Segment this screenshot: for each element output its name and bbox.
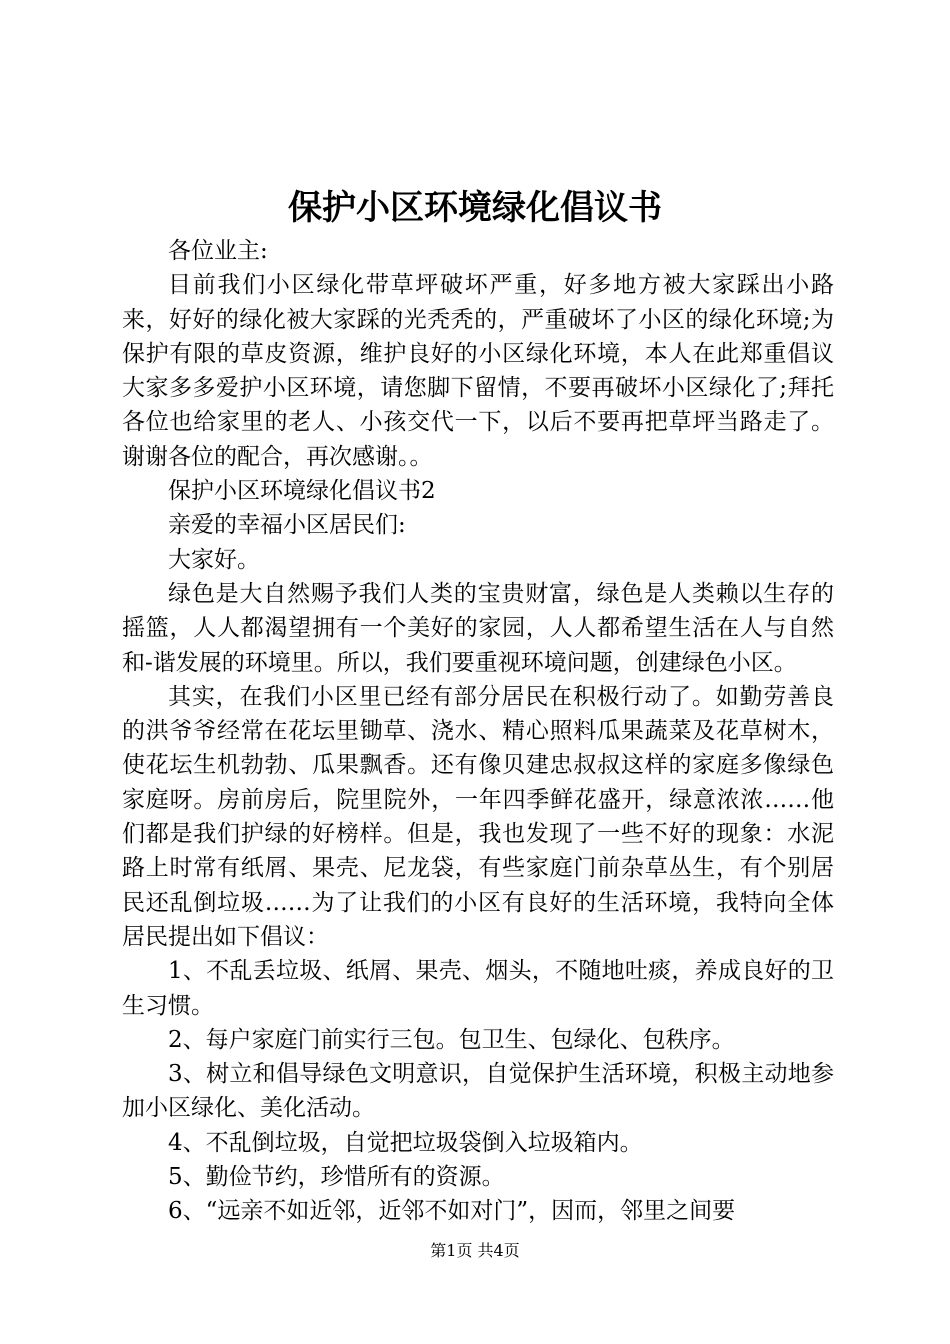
list-item: 3、树立和倡导绿色文明意识，自觉保护生活环境，积极主动地参加小区绿化、美化活动。 (122, 1061, 834, 1122)
list-item: 4、不乱倒垃圾，自觉把垃圾袋倒入垃圾箱内。 (168, 1129, 643, 1156)
document-title: 保护小区环境绿化倡议书 (288, 188, 662, 228)
greeting: 大家好。 (168, 546, 260, 573)
section-heading: 保护小区环境绿化倡议书2 (168, 478, 436, 505)
paragraph: 目前我们小区绿化带草坪破坏严重，好多地方被大家踩出小路来，好好的绿化被大家踩的光秃秃的，严重破坏了小区的绿化环境;为保护有限的草皮资源，维护良好的小区绿化环境，本人在此郑重倡议大家多多爱护小区环境，请您脚下留情，不要再破坏小区绿化了;拜托各位也给家里的老人、小孩交代一下，以后不要再把草坪当路走了。谢谢各位的配合，再次感谢。。 (122, 272, 834, 470)
salutation: 各位业主: (168, 238, 268, 264)
list-item: 2、每户家庭门前实行三包。包卫生、包绿化、包秩序。 (168, 1026, 735, 1053)
paragraph: 绿色是大自然赐予我们人类的宝贵财富，绿色是人类赖以生存的摇篮，人人都渴望拥有一个美好的家园，人人都希望生活在人与自然和-谐发展的环境里。所以，我们要重视环境问题，创建绿色小区。 (122, 580, 834, 676)
page-footer: 第1页 共4页 (430, 1241, 520, 1260)
salutation: 亲爱的幸福小区居民们: (168, 512, 406, 539)
list-item: 1、不乱丢垃圾、纸屑、果壳、烟头，不随地吐痰，养成良好的卫生习惯。 (122, 958, 834, 1019)
paragraph: 其实，在我们小区里已经有部分居民在积极行动了。如勤劳善良的洪爷爷经常在花坛里锄草、浇水、精心照料瓜果蔬菜及花草树木，使花坛生机勃勃、瓜果飘香。还有像贝建忠叔叔这样的家庭多像绿色家庭呀。房前房后，院里院外，一年四季鲜花盛开，绿意浓浓……他们都是我们护绿的好榜样。但是，我也发现了一些不好的现象：水泥路上时常有纸屑、果壳、尼龙袋，有些家庭门前杂草丛生，有个别居民还乱倒垃圾……为了让我们的小区有良好的生活环境，我特向全体居民提出如下倡议： (122, 683, 834, 950)
list-item: 6、“远亲不如近邻，近邻不如对门”，因而，邻里之间要 (168, 1198, 736, 1225)
document-body (122, 234, 834, 1229)
list-item: 5、勤俭节约，珍惜所有的资源。 (168, 1164, 505, 1191)
